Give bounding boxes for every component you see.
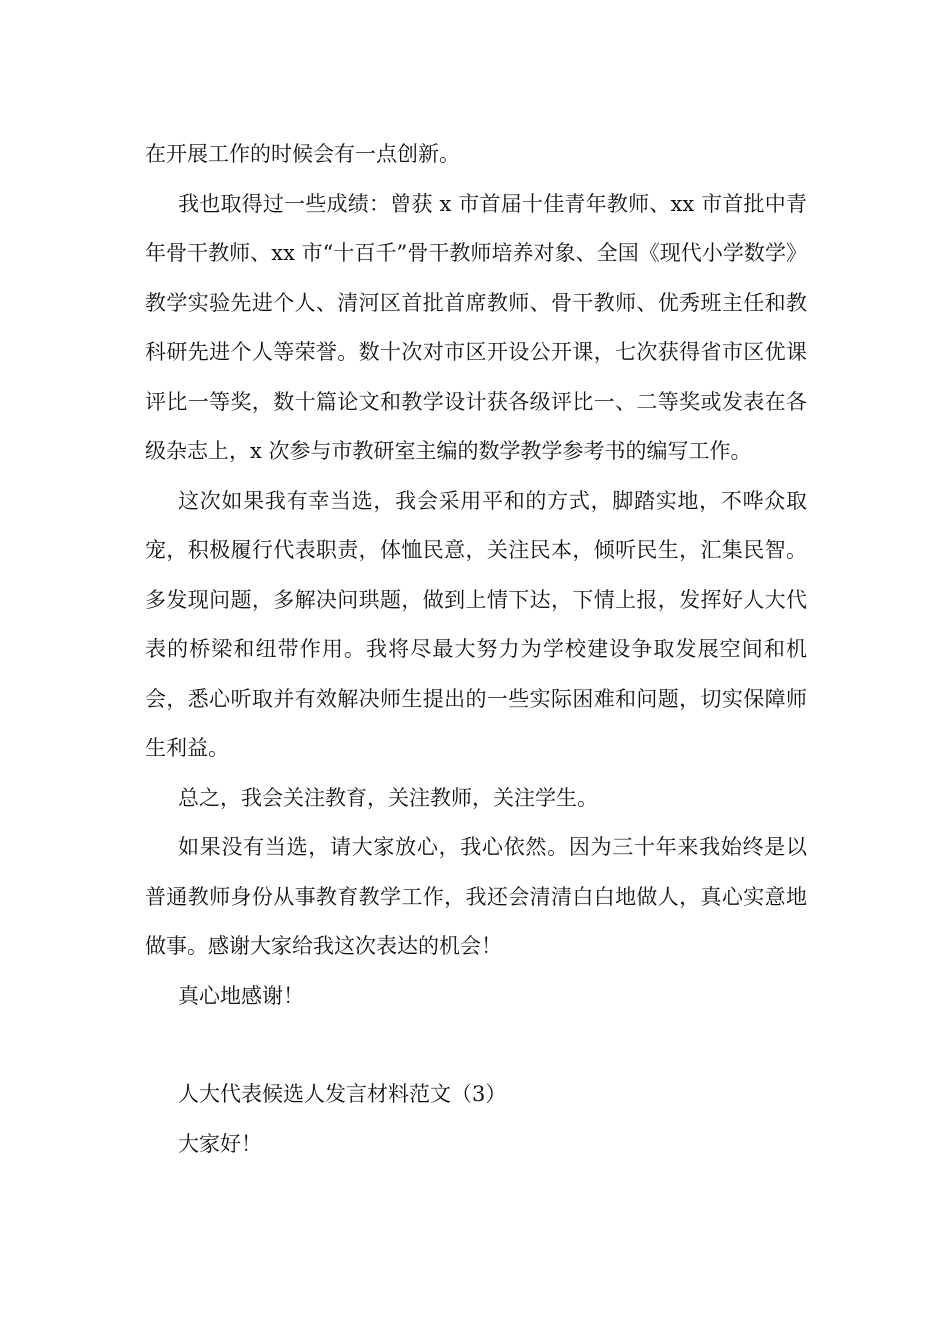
greeting: 大家好！	[178, 1131, 262, 1156]
section-title: 人大代表候选人发言材料范文（3）	[178, 1082, 507, 1106]
paragraph-summary: 总之，我会关注教育，关注教师，关注学生。	[178, 785, 598, 810]
paragraph-commitment: 这次如果我有幸当选，我会采用平和的方式，脚踏实地，不哗众取宠，积极履行代表职责，体恤民意，关注民本，倾听民生，汇集民智。多发现问题，多解决问珙题，做到上情下达，下情上报，发挥好人大代表的桥梁和纽带作用。我将尽最大努力为学校建设争取发展空间和机会，悉心听取并有效解决师生提出的一些实际困难和问题，切实保障师生利益。	[145, 488, 807, 760]
document-body	[145, 130, 807, 1169]
blank-line	[145, 1021, 807, 1070]
paragraph-achievements: 我也取得过一些成绩：曾获 x 市首届十佳青年教师、xx 市首批中青年骨干教师、xx 市“十百千”骨干教师培养对象、全国《现代小学数学》教学实验先进个人、清河区首批首席教师、骨干教师、优秀班主任和教科研先进个人等荣誉。数十次对市区开设公开课，七次获得省市区优课评比一等奖，数十篇论文和教学设计获各级评比一、二等奖或发表在各级杂志上，x 次参与市教研室主编的数学教学参考书的编写工作。	[145, 191, 807, 463]
paragraph-continuation: 在开展工作的时候会有一点创新。	[145, 142, 460, 166]
paragraph-if-not-elected: 如果没有当选，请大家放心，我心依然。因为三十年来我始终是以普通教师身份从事教育教学工作，我还会清清白白地做人，真心实意地做事。感谢大家给我这次表达的机会！	[145, 835, 807, 958]
paragraph-thanks: 真心地感谢！	[178, 983, 304, 1008]
